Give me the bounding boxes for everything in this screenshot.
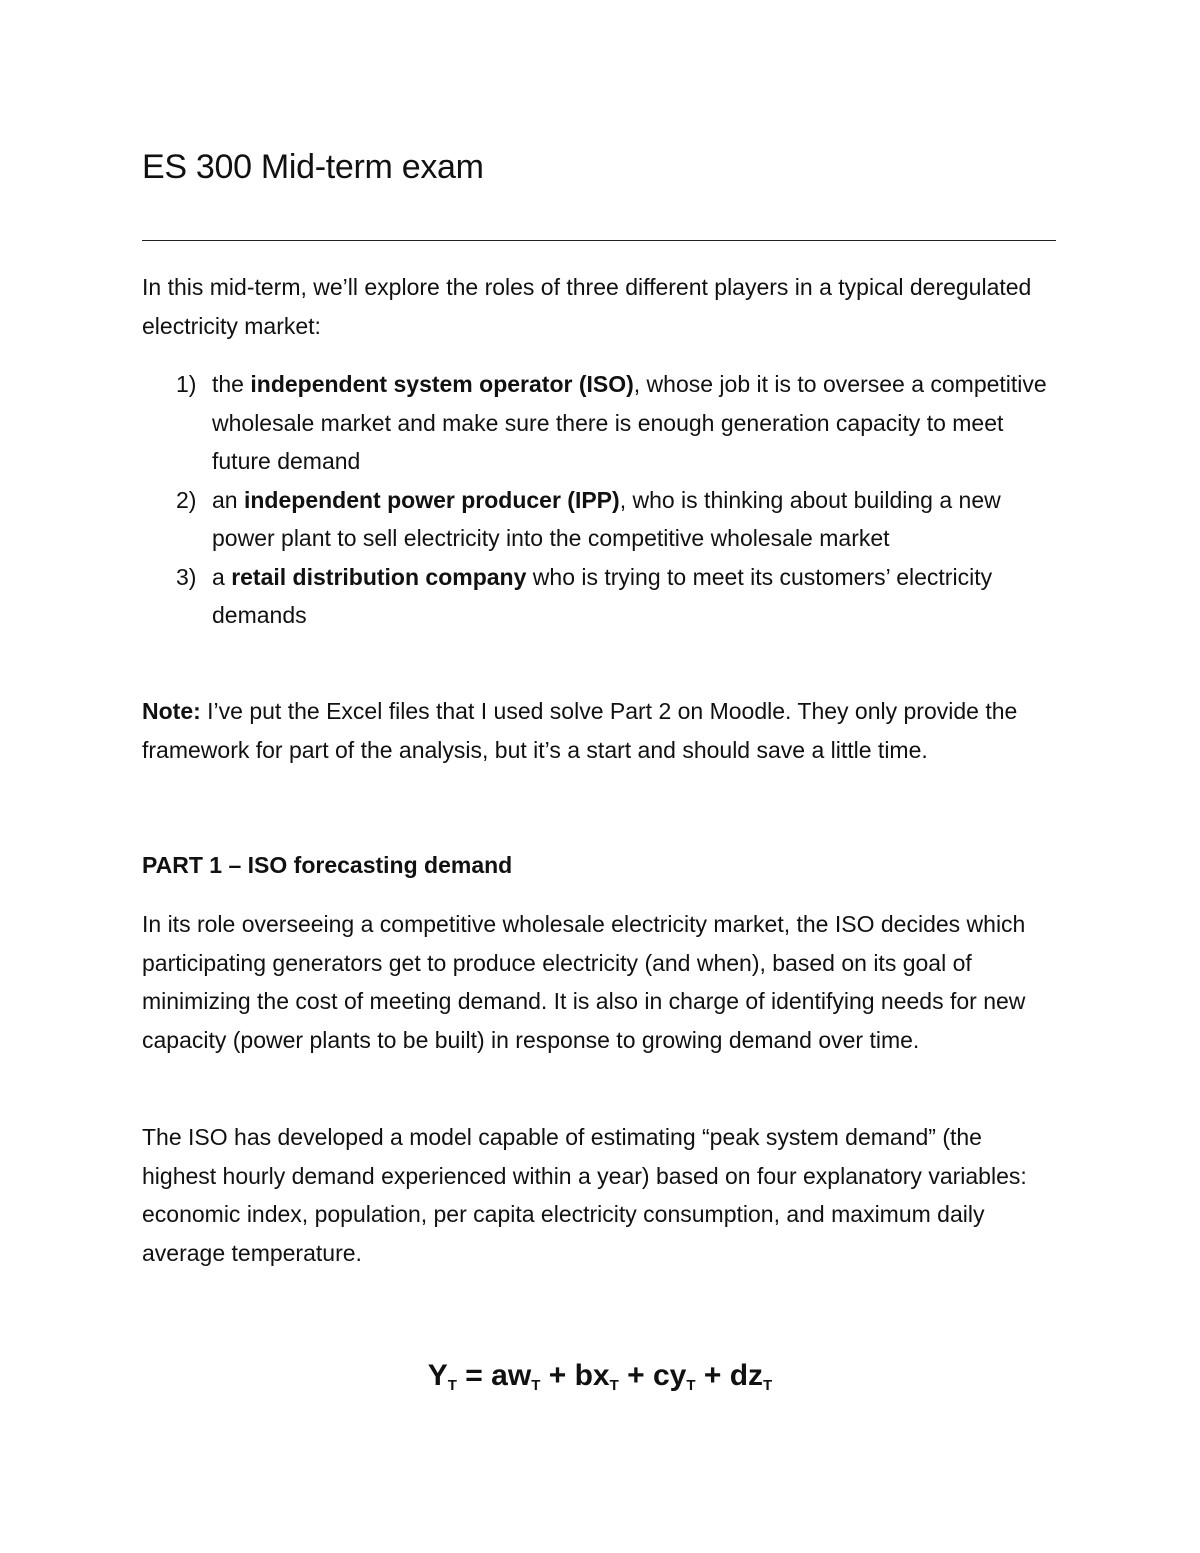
part1-paragraph-1: In its role overseeing a competitive wholesale electricity market, the ISO decides which participating generators get to produce electricity (and when), based on its goal of minimizing the cost of meeting demand. It is also in charge of identifying needs for new capacity (power plants to be built) in response to growing demand over time.: [142, 911, 1026, 1053]
document-title: ES 300 Mid-term exam: [142, 148, 484, 186]
demand-equation: [142, 1356, 1058, 1406]
list-term: independent system operator (ISO): [250, 371, 634, 397]
equation-subscript: T: [447, 1377, 457, 1394]
list-number: 3): [176, 563, 197, 590]
equation-plus: +: [618, 1359, 653, 1392]
note-text: I’ve put the Excel files that I used solve Part 2 on Moodle. They only provide the framework for part of the analysis, but it’s a start and should save a little time.: [142, 698, 1018, 763]
intro-paragraph: In this mid-term, we’ll explore the roles of three different players in a typical deregulated electricity market:: [142, 274, 1032, 339]
equation-term: dz: [729, 1359, 764, 1392]
part1-paragraph-2: The ISO has developed a model capable of estimating “peak system demand” (the highest hourly demand experienced within a year) based on four explanatory variables: economic index, population, per capita electricity consumption, and maximum daily average temperature.: [142, 1124, 1027, 1266]
equation-equals: =: [456, 1359, 492, 1392]
note-label: Note:: [142, 698, 201, 724]
equation-plus: +: [540, 1359, 575, 1392]
equation-subscript: T: [609, 1377, 619, 1394]
list-item: [142, 365, 1058, 481]
equation-subscript: T: [686, 1377, 696, 1394]
list-item: [142, 558, 1058, 635]
equation-plus: +: [695, 1359, 730, 1392]
equation-term: bx: [574, 1359, 610, 1392]
list-text-prefix: the: [212, 371, 251, 397]
document-page: [142, 0, 1058, 1553]
list-text: , who is thinking about building a new power plant to sell electricity into the competitive wholesale market: [212, 486, 1001, 551]
note-paragraph: [142, 692, 1058, 769]
list-number: 2): [176, 486, 197, 513]
list-text-prefix: an: [212, 486, 244, 513]
title-divider: [142, 240, 1056, 241]
part1-heading: PART 1 – ISO forecasting demand: [142, 852, 513, 878]
equation-subscript: T: [531, 1377, 541, 1394]
list-item: [142, 481, 1058, 558]
list-term: retail distribution company: [231, 563, 527, 590]
list-number: 1): [176, 371, 197, 397]
equation-term: aw: [491, 1359, 532, 1392]
list-text: who is trying to meet its customers’ electricity demands: [212, 563, 993, 628]
equation-lhs: Y: [427, 1359, 448, 1392]
list-text: , whose job it is to oversee a competitive wholesale market and make sure there is enough generation capacity to meet future demand: [212, 371, 1047, 474]
players-list: [142, 365, 1058, 635]
list-term: independent power producer (IPP): [243, 486, 620, 513]
equation-subscript: T: [763, 1377, 773, 1394]
equation-term: cy: [652, 1359, 687, 1392]
list-text-prefix: a: [212, 563, 232, 590]
